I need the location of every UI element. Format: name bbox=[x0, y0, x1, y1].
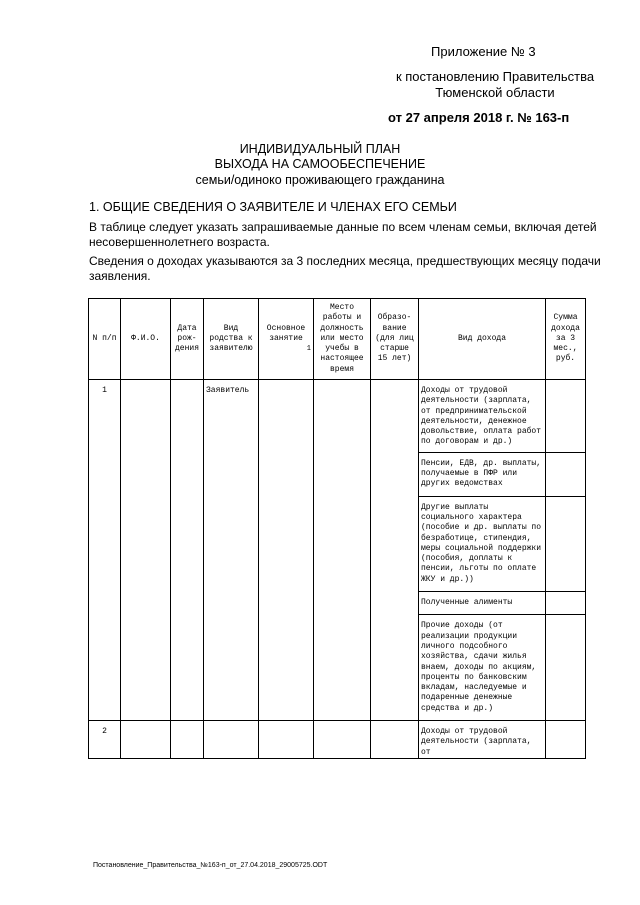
header-occupation-footnote: 1 bbox=[306, 345, 311, 354]
income-sum-cell bbox=[546, 380, 586, 453]
row-num: 1 bbox=[89, 380, 121, 721]
income-type-labor: Доходы от трудовой деятельности (зарплата, от предпринимательской деятельности, денежное довольствие, оплата работ по договорам и др.) bbox=[419, 380, 546, 453]
table-row bbox=[89, 721, 586, 759]
section1-heading: 1. ОБЩИЕ СВЕДЕНИЯ О ЗАЯВИТЕЛЕ И ЧЛЕНАХ ЕГО СЕМЬИ bbox=[89, 200, 457, 214]
table-header-row bbox=[89, 299, 586, 380]
income-type-pension: Пенсии, ЕДВ, др. выплаты, получаемые в ПФР или других ведомствах bbox=[419, 452, 546, 496]
row-education-cell bbox=[371, 721, 419, 759]
income-type-social: Другие выплаты социального характера (пособие и др. выплаты по безработице, стипендия, меры социальной поддержки (пособия, доплаты к пенсии, льготы по оплате ЖКУ и др.)) bbox=[419, 496, 546, 591]
header-relation: Вид родства к заявителю bbox=[204, 299, 259, 380]
table-row bbox=[89, 380, 586, 453]
section1-para2: Сведения о доходах указываются за 3 последних месяца, предшествующих месяцу подачи заявления. bbox=[89, 254, 601, 283]
header-fio: Ф.И.О. bbox=[121, 299, 171, 380]
document-footer-filename: Постановление_Правительства_№163-п_от_27.04.2018_29005725.ODT bbox=[93, 862, 328, 869]
row-relation bbox=[204, 721, 259, 759]
row-occupation-cell bbox=[259, 721, 314, 759]
doc-title-line1: ИНДИВИДУАЛЬНЫЙ ПЛАН bbox=[239, 142, 401, 156]
income-type-other: Прочие доходы (от реализации продукции личного подсобного хозяйства, сдачи жилья внаем, доходы по акциям, проценты по банковским вкладам, наследуемые и подаренные денежные средства и др.) bbox=[419, 615, 546, 721]
resolution-ref-line2: Тюменской области bbox=[435, 85, 555, 100]
header-workplace: Место работы и должность или место учебы в настоящее время bbox=[314, 299, 371, 380]
income-sum-cell bbox=[546, 496, 586, 591]
income-type-labor: Доходы от трудовой деятельности (зарплата, от bbox=[419, 721, 546, 759]
family-info-table bbox=[88, 298, 586, 759]
income-sum-cell bbox=[546, 452, 586, 496]
income-type-alimony: Полученные алименты bbox=[419, 592, 546, 615]
income-sum-cell bbox=[546, 615, 586, 721]
resolution-ref-line1: к постановлению Правительства bbox=[395, 69, 595, 84]
row-relation: Заявитель bbox=[204, 380, 259, 721]
row-workplace-cell bbox=[314, 721, 371, 759]
doc-title-line2: ВЫХОДА НА САМООБЕСПЕЧЕНИЕ bbox=[214, 157, 426, 171]
appendix-label: Приложение № 3 bbox=[431, 44, 536, 59]
income-sum-cell bbox=[546, 721, 586, 759]
resolution-date: от 27 апреля 2018 г. № 163-п bbox=[388, 110, 570, 125]
row-occupation-cell bbox=[259, 380, 314, 721]
row-num: 2 bbox=[89, 721, 121, 759]
row-dob-cell bbox=[171, 380, 204, 721]
row-workplace-cell bbox=[314, 380, 371, 721]
header-sum: Сумма дохода за 3 мес., руб. bbox=[546, 299, 586, 380]
header-num: N п/п bbox=[89, 299, 121, 380]
row-education-cell bbox=[371, 380, 419, 721]
doc-title-line3: семьи/одиноко проживающего гражданина bbox=[195, 173, 445, 187]
header-occupation-label: Основное занятие bbox=[266, 323, 306, 343]
row-fio-cell bbox=[121, 721, 171, 759]
income-sum-cell bbox=[546, 592, 586, 615]
header-dob: Дата рож- дения bbox=[171, 299, 204, 380]
row-dob-cell bbox=[171, 721, 204, 759]
header-education: Образо- вание (для лиц старше 15 лет) bbox=[371, 299, 419, 380]
row-fio-cell bbox=[121, 380, 171, 721]
section1-para1: В таблице следует указать запрашиваемые данные по всем членам семьи, включая детей несовершеннолетнего возраста. bbox=[89, 220, 597, 249]
header-occupation bbox=[259, 299, 314, 380]
header-income-type: Вид дохода bbox=[419, 299, 546, 380]
